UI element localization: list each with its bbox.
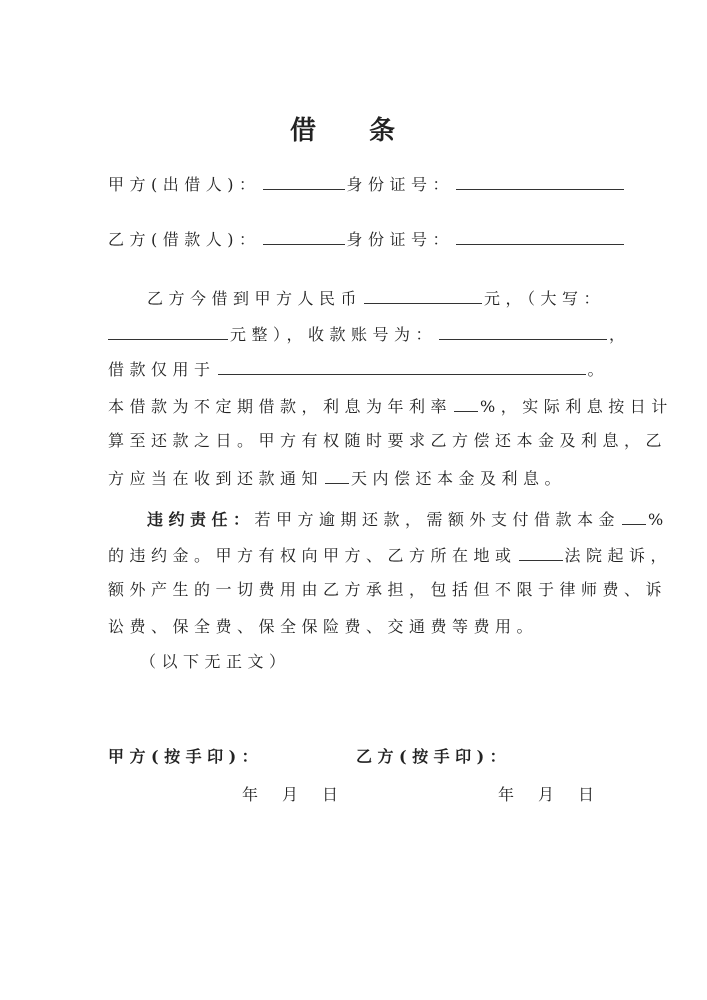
end-note: （以下无正文）: [140, 652, 291, 671]
text: %，实际利息按日计: [480, 397, 673, 416]
body-line-6: [108, 467, 566, 489]
party-b-id-label: 身份证号：: [346, 230, 455, 249]
text: 。: [587, 360, 610, 379]
party-a-id-label: 身份证号：: [346, 175, 455, 194]
amount-blank[interactable]: [364, 287, 482, 304]
text: %: [648, 510, 669, 529]
party-a-date: 年 月 日: [242, 785, 343, 804]
body-line-8: [108, 544, 672, 566]
body-line-3: [108, 358, 609, 380]
amount-capital-blank[interactable]: [108, 323, 228, 340]
party-a-signature: 甲方(按手印)：: [108, 747, 264, 766]
party-b-date: 年 月 日: [498, 785, 599, 804]
party-b-id-blank[interactable]: [456, 228, 624, 245]
days-blank[interactable]: [325, 467, 349, 484]
body-line-5: 算至还款之日。甲方有权随时要求乙方偿还本金及利息，乙: [108, 431, 668, 450]
text: 法院起诉，: [564, 546, 673, 565]
purpose-blank[interactable]: [218, 358, 586, 375]
party-a-name-blank[interactable]: [263, 173, 345, 190]
body-line-7: [147, 508, 669, 530]
text: 本借款为不定期借款，利息为年利率: [108, 397, 453, 416]
document-title: 借 条: [289, 116, 418, 146]
body-line-10: 讼费、保全费、保全保险费、交通费等费用。: [108, 617, 539, 636]
party-b-line: [108, 228, 626, 250]
party-b-label: 乙方(借款人)：: [108, 230, 261, 249]
party-a-label: 甲方(出借人)：: [108, 175, 261, 194]
text: 天内偿还本金及利息。: [351, 469, 567, 488]
body-line-2: [108, 323, 631, 345]
party-a-line: [108, 173, 626, 195]
interest-rate-blank[interactable]: [454, 395, 478, 412]
text: 的违约金。甲方有权向甲方、乙方所在地或: [108, 546, 517, 565]
text: 方应当在收到还款通知: [108, 469, 324, 488]
text: 若甲方逾期还款，需额外支付借款本金: [254, 510, 621, 529]
text: ，: [609, 325, 631, 344]
party-a-id-blank[interactable]: [456, 173, 624, 190]
account-blank[interactable]: [439, 323, 607, 340]
body-line-9: 额外产生的一切费用由乙方承担，包括但不限于律师费、诉: [108, 580, 668, 599]
penalty-rate-blank[interactable]: [622, 508, 646, 525]
text: 乙方今借到甲方人民币: [147, 289, 363, 308]
text: 元，（大写：: [484, 289, 606, 308]
body-line-4: [108, 395, 673, 417]
party-b-name-blank[interactable]: [263, 228, 345, 245]
breach-heading: 违约责任：: [147, 510, 255, 529]
party-b-signature: 乙方(按手印)：: [356, 747, 512, 766]
text: 借款仅用于: [108, 360, 216, 379]
body-line-1: [147, 287, 605, 309]
court-blank[interactable]: [519, 544, 563, 561]
text: 元整），收款账号为：: [230, 325, 438, 344]
